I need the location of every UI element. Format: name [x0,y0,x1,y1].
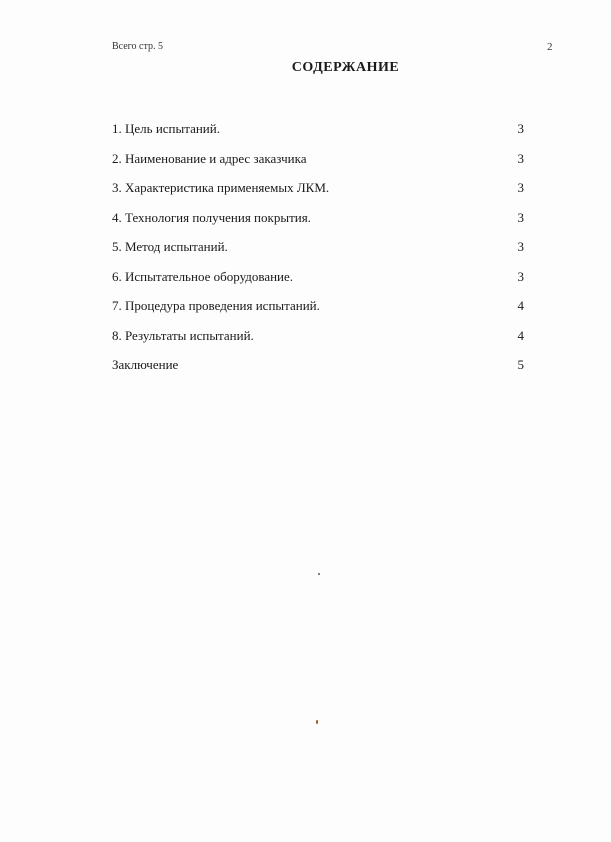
toc-entry [112,210,524,240]
toc-entry [112,298,524,328]
scan-speck [316,720,318,724]
toc-entry-label: 1. Цель испытаний. [112,121,220,136]
toc-entry-page: 3 [517,209,524,225]
toc-entry-page: 4 [517,327,524,343]
toc-entry-label: 6. Испытательное оборудование. [112,268,294,284]
toc-entry-page: 5 [517,357,524,372]
scan-speck [318,573,320,575]
page-title: СОДЕРЖАНИЕ [291,60,400,75]
toc-entry [112,357,524,387]
toc-entry-page: 3 [517,121,524,136]
toc-entry [112,180,524,210]
toc-entry-label: Заключение [112,357,179,372]
table-of-contents [112,121,524,387]
toc-entry-page: 3 [517,180,524,195]
toc-entry-page: 3 [517,268,524,284]
toc-entry [112,269,524,299]
toc-entry-label: 4. Технология получения покрытия. [112,209,311,225]
toc-entry [112,328,524,358]
toc-entry [112,151,524,181]
toc-entry-label: 2. Наименование и адрес заказчика [112,150,307,166]
toc-entry-page: 4 [517,298,524,313]
toc-entry-page: 3 [517,239,524,254]
toc-entry-label: 5. Метод испытаний. [112,239,228,254]
toc-entry-page: 3 [517,150,524,166]
toc-entry-label: 3. Характеристика применяемых ЛКМ. [112,180,330,195]
total-pages-note: Всего стр. 5 [112,41,163,52]
page-number: 2 [547,41,553,53]
toc-entry [112,121,524,151]
toc-entry [112,239,524,269]
toc-entry-label: 7. Процедура проведения испытаний. [112,298,320,313]
toc-entry-label: 8. Результаты испытаний. [112,327,254,343]
